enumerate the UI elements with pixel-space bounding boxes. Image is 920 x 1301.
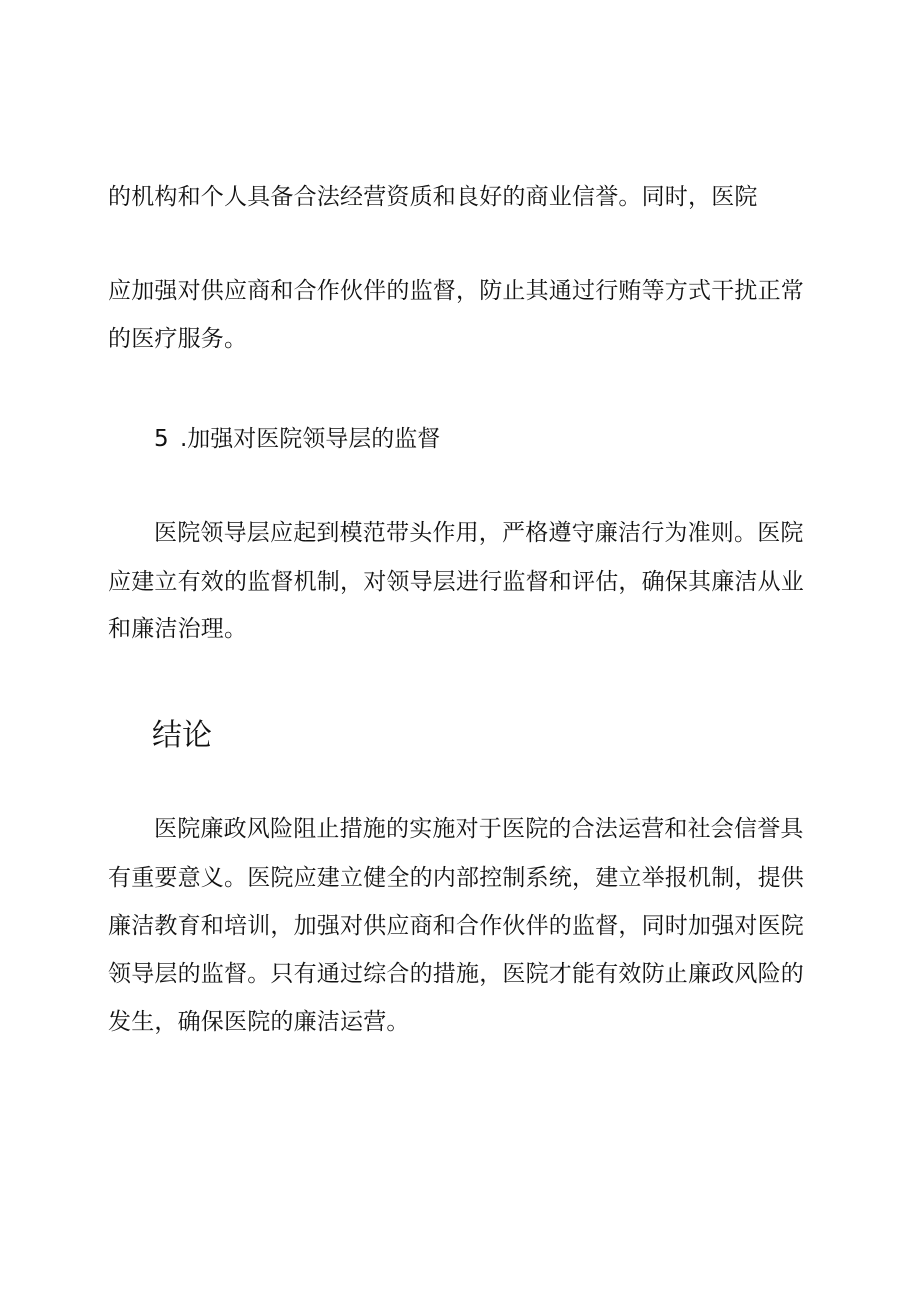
section-title: .加强对医院领导层的监督 xyxy=(180,426,441,452)
body-text-line: 的机构和个人具备合法经营资质和良好的商业信誉。同时，医院 xyxy=(108,184,758,210)
section-number: 5 xyxy=(154,426,169,452)
conclusion-heading: 结论 xyxy=(152,718,212,753)
body-text-line: 廉洁教育和培训，加强对供应商和合作伙伴的监督，同时加强对医院 xyxy=(108,913,804,939)
body-text-line: 应加强对供应商和合作伙伴的监督，防止其通过行贿等方式干扰正常 xyxy=(108,278,804,304)
body-text-line: 领导层的监督。只有通过综合的措施，医院才能有效防止廉政风险的 xyxy=(108,961,804,987)
body-text-line: 和廉洁治理。 xyxy=(108,616,248,642)
body-text-line: 有重要意义。医院应建立健全的内部控制系统，建立举报机制，提供 xyxy=(108,865,804,891)
body-text-line: 医院廉政风险阻止措施的实施对于医院的合法运营和社会信誉具 xyxy=(154,816,804,842)
body-text-line: 发生，确保医院的廉洁运营。 xyxy=(108,1009,410,1035)
body-text-line: 的医疗服务。 xyxy=(108,326,248,352)
body-text-line: 应建立有效的监督机制，对领导层进行监督和评估，确保其廉洁从业 xyxy=(108,569,804,595)
body-text-line: 医院领导层应起到模范带头作用，严格遵守廉洁行为准则。医院 xyxy=(154,520,804,546)
section-heading xyxy=(154,422,440,456)
